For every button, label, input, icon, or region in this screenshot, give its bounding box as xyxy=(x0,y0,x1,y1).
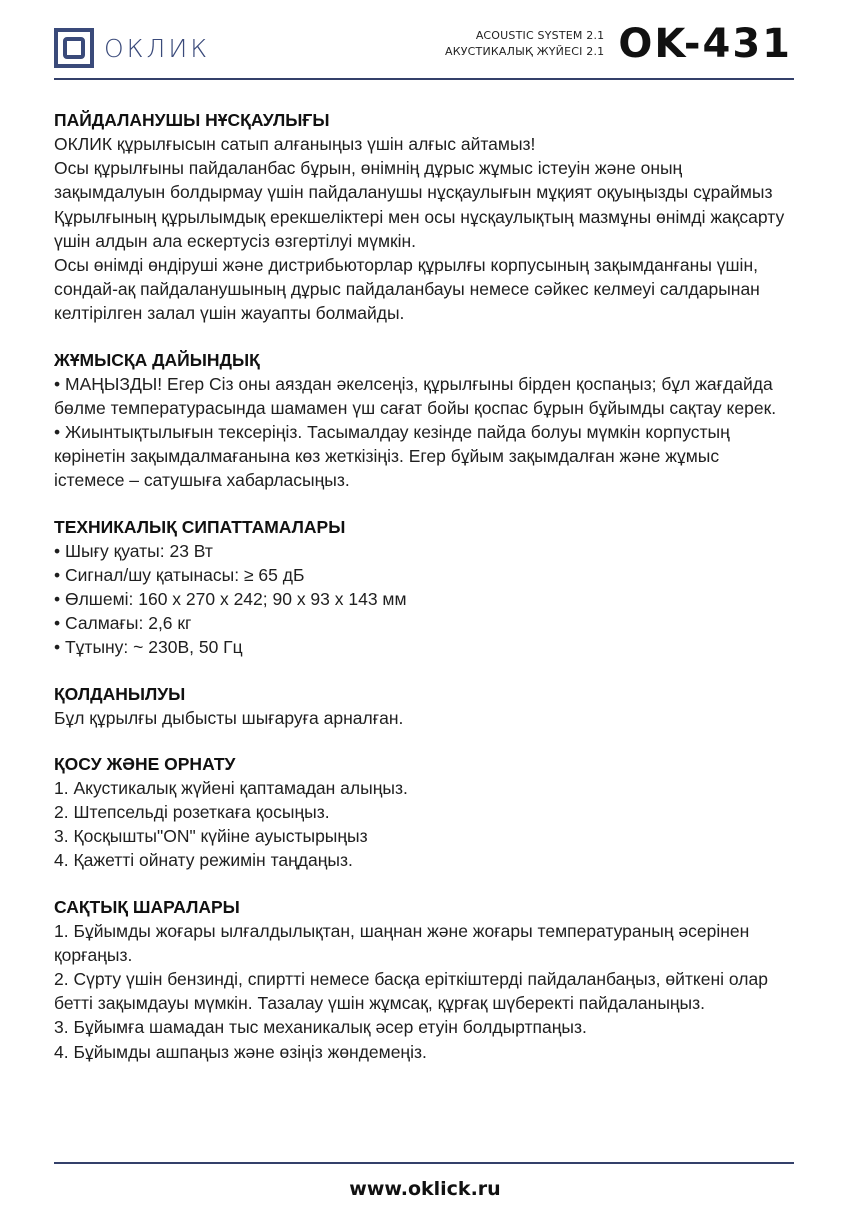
paragraph: • МАҢЫЗДЫ! Егер Сіз оны аяздан әкелсеңіз, құрылғыны бірден қоспаңыз; бұл жағдайда бөлме температурасында шамамен үш сағат бойы қоспас бұрын бұйымды сақтау керек. xyxy=(54,373,777,418)
product-block xyxy=(445,22,792,66)
section-connection xyxy=(54,752,794,873)
step-item: 4. Қажетті ойнату режимін таңдаңыз. xyxy=(54,850,353,871)
subtitle-en: ACOUSTIC SYSTEM 2.1 xyxy=(475,29,605,42)
model-number: OK-431 xyxy=(618,21,792,67)
spec-item: • Шығу қуаты: 23 Вт xyxy=(54,540,213,561)
document-header xyxy=(54,22,792,78)
paragraph: Осы құрылғыны пайдаланбас бұрын, өнімнің дұрыс жұмыс істеуін және оның зақымдалуын болдырмау үшін пайдаланушы нұсқаулығын мұқият оқуыңызды сұраймыз xyxy=(54,158,773,203)
step-item: 1. Бұйымды жоғары ылғалдылықтан, шаңнан және жоғары температураның әсерінен қорғаңыз. xyxy=(54,920,750,965)
section-title: ТЕХНИКАЛЫҚ СИПАТТАМАЛАРЫ xyxy=(54,516,346,537)
spec-item: • Тұтыну: ~ 230В, 50 Гц xyxy=(54,637,243,658)
paragraph: Осы өнімді өндіруші және дистрибьюторлар құрылғы корпусының зақымданғаны үшін, сондай-ақ пайдаланушының дұрыс пайдаланбауы немесе сәйкес келмеуі салдарынан келтірілген залал үшін жауапты болмайды. xyxy=(54,255,760,324)
section-title: ЖҰМЫСҚА ДАЙЫНДЫҚ xyxy=(54,349,260,370)
section-title: ҚОЛДАНЫЛУЫ xyxy=(54,683,186,704)
brand-logo xyxy=(54,28,210,68)
section-title: ҚОСУ ЖӘНЕ ОРНАТУ xyxy=(54,753,236,774)
website-link[interactable]: www.oklick.ru xyxy=(349,1178,501,1200)
paragraph: Құрылғының құрылымдық ерекшеліктері мен осы нұсқаулықтың мазмұны өнімді жақсарту үшін алдын ала ескертусіз өзгертілуі мүмкін. xyxy=(54,206,785,251)
step-item: 1. Акустикалық жүйені қаптамадан алыңыз. xyxy=(54,777,408,798)
manual-content xyxy=(54,108,794,1086)
section-specifications xyxy=(54,515,794,660)
step-item: 3. Қосқышты"ON" күйіне ауыстырыңыз xyxy=(54,826,368,847)
spec-item: • Салмағы: 2,6 кг xyxy=(54,613,192,634)
step-item: 4. Бұйымды ашпаңыз және өзіңіз жөндемеңіз. xyxy=(54,1041,427,1062)
subtitle-kz: АКУСТИКАЛЫҚ ЖҮЙЕСІ 2.1 xyxy=(445,45,605,58)
section-title: САҚТЫҚ ШАРАЛАРЫ xyxy=(54,896,240,917)
section-precautions xyxy=(54,895,794,1064)
spec-item: • Өлшемі: 160 x 270 x 242; 90 x 93 x 143 мм xyxy=(54,589,407,610)
paragraph: • Жиынтықтылығын тексеріңіз. Тасымалдау кезінде пайда болуы мүмкін корпустың көрінетін зақымдалмағанына көз жеткізіңіз. Егер бұйым зақымдалған және жұмыс істемесе – сатушыға хабарласыңыз. xyxy=(54,422,730,491)
footer-divider xyxy=(54,1162,794,1164)
paragraph: Бұл құрылғы дыбысты шығаруға арналған. xyxy=(54,707,404,728)
header-divider xyxy=(54,78,794,80)
product-subtitles xyxy=(445,28,604,60)
paragraph: ОКЛИК құрылғысын сатып алғаныңыз үшін алғыс айтамыз! xyxy=(54,134,536,154)
section-title: ПАЙДАЛАНУШЫ НҰСҚАУЛЫҒЫ xyxy=(54,110,330,130)
step-item: 2. Сүрту үшін бензинді, спиртті немесе басқа еріткіштерді пайдаланбаңыз, өйткені олар бетті зақымдауы мүмкін. Тазалау үшін жұмсақ, құрғақ шүберекті пайдаланыңыз. xyxy=(54,969,768,1014)
step-item: 2. Штепсельді розеткаға қосыңыз. xyxy=(54,802,330,823)
section-purpose xyxy=(54,682,794,730)
section-preparation xyxy=(54,348,794,493)
brand-name: ОКЛИК xyxy=(104,33,211,63)
spec-item: • Сигнал/шу қатынасы: ≥ 65 дБ xyxy=(54,564,305,585)
section-user-manual xyxy=(54,108,794,326)
step-item: 3. Бұйымға шамадан тыс механикалық әсер етуін болдыртпаңыз. xyxy=(54,1017,587,1038)
oklick-logo-icon xyxy=(54,28,94,68)
